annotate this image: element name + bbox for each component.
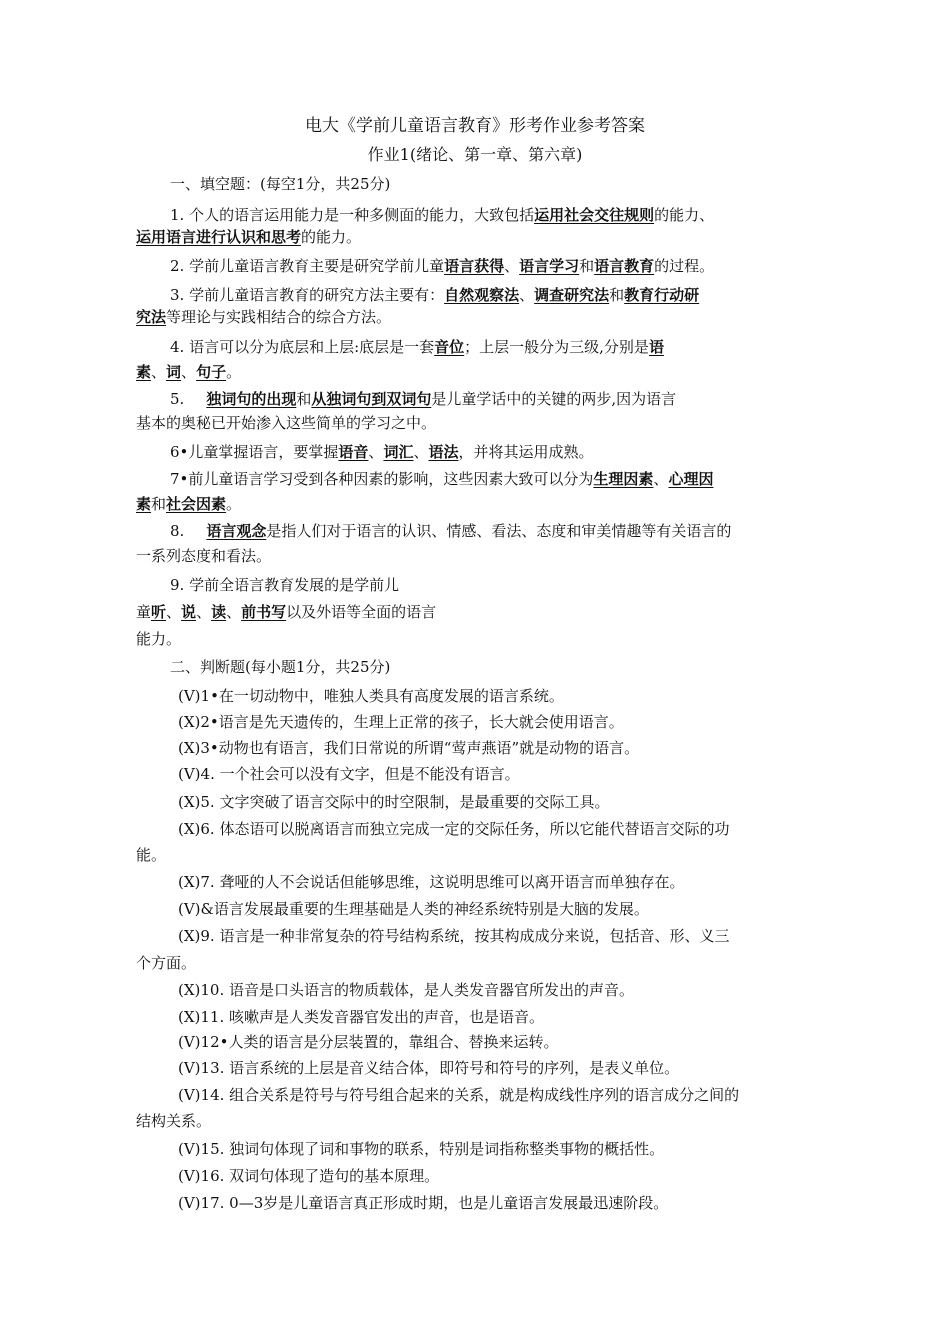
question-text: 、: [226, 603, 242, 621]
answer: 从独词句到双词句: [311, 390, 432, 408]
question-number: 8.: [170, 522, 185, 540]
question-text: 的能力、: [654, 206, 715, 224]
question-3-line-2: [136, 307, 391, 327]
question-text: 。: [226, 363, 242, 381]
question-5-line-2: 基本的奥秘已开始渗入这些简单的学习之中。: [136, 414, 437, 432]
question-text: 、: [653, 470, 669, 488]
question-text: ，并将其运用成熟。: [458, 443, 594, 461]
question-text: 、: [166, 603, 182, 621]
judgement-item: (X)6. 体态语可以脱离语言而独立完成一定的交际任务，所以它能代替语言交际的功: [178, 820, 730, 838]
question-9-line-2: [136, 602, 436, 622]
judgement-item: (V)15. 独词句体现了词和事物的联系，特别是词指称整类事物的概括性。: [178, 1140, 665, 1158]
answer: 词汇: [383, 443, 414, 461]
question-text: 和: [609, 286, 625, 304]
question-text: 、: [368, 443, 384, 461]
question-text: 、: [181, 363, 197, 381]
answer: 生理因素: [593, 470, 654, 488]
answer: 素: [136, 495, 152, 513]
question-text: 以及外语等全面的语言: [286, 603, 437, 621]
question-text: ；上层一般分为三级,分别是: [464, 338, 649, 356]
answer: 心理因: [668, 470, 714, 488]
judgement-item: (X)7. 聋哑的人不会说话但能够思维，这说明思维可以离开语言而单独存在。: [178, 873, 685, 891]
question-7-line-1: [170, 469, 713, 489]
answer: 语言学习: [519, 257, 580, 275]
question-7-line-2: [136, 494, 241, 514]
question-text: 和: [151, 495, 167, 513]
question-number: 5.: [170, 390, 185, 408]
question-4-line-1: [170, 337, 664, 357]
judgement-item: (V)16. 双词句体现了造句的基本原理。: [178, 1167, 440, 1185]
question-1-line-2: [136, 227, 361, 247]
question-text: 、: [519, 286, 535, 304]
judgement-item: (X)10. 语音是口头语言的物质载体，是人类发音器官所发出的声音。: [178, 981, 635, 999]
answer: 社会因素: [166, 495, 227, 513]
question-1-line-1: [170, 205, 714, 225]
question-text: 2. 学前儿童语言教育主要是研究学前儿童: [170, 257, 445, 275]
answer: 自然观察法: [444, 286, 520, 304]
question-text: 和: [296, 390, 312, 408]
answer: 语: [648, 338, 664, 356]
answer: 语法: [428, 443, 459, 461]
answer: 读: [211, 603, 227, 621]
judgement-item: (V)1•在一切动物中，唯独人类具有高度发展的语言系统。: [178, 687, 564, 705]
answer: 运用社会交往规则: [534, 206, 655, 224]
question-text: 、: [504, 257, 520, 275]
question-text: 是儿童学话中的关键的两步,因为语言: [431, 390, 677, 408]
question-text: 的能力。: [301, 228, 362, 246]
judgement-item: (X)3•动物也有语言，我们日常说的所谓“莺声燕语”就是动物的语言。: [178, 739, 640, 757]
question-text: 3. 学前儿童语言教育的研究方法主要有：: [170, 286, 445, 304]
answer: 语言观念: [206, 522, 267, 540]
answer: 语音: [338, 443, 369, 461]
section-heading-fill-in: 一、填空题：(每空1分，共25分): [170, 175, 391, 193]
question-9-line-3: 能力。: [136, 630, 182, 648]
question-text: 的过程。: [654, 257, 715, 275]
answer: 独词句的出现: [206, 390, 297, 408]
answer: 句子: [196, 363, 227, 381]
judgement-item: (V)17. 0—3岁是儿童语言真正形成时期，也是儿童语言发展最迅速阶段。: [178, 1194, 669, 1212]
answer: 素: [136, 363, 152, 381]
question-text: 。: [226, 495, 242, 513]
answer: 语言教育: [594, 257, 655, 275]
question-8-line-2: 一系列态度和看法。: [136, 547, 272, 565]
judgement-item: (V)14. 组合关系是符号与符号组合起来的关系，就是构成线性序列的语言成分之间的: [178, 1086, 740, 1104]
answer: 前书写: [241, 603, 287, 621]
document-subtitle: 作业1(绪论、第一章、第六章): [367, 145, 583, 164]
question-text: 6•儿童掌握语言，要掌握: [170, 443, 339, 461]
question-8-line-1: [170, 521, 731, 541]
answer: 听: [151, 603, 167, 621]
judgement-item: (V)4. 一个社会可以没有文字，但是不能没有语言。: [178, 765, 520, 783]
question-3-line-1: [170, 285, 699, 305]
question-text: 童: [136, 603, 152, 621]
judgement-item: (V)&语言发展最重要的生理基础是人类的神经系统特别是大脑的发展。: [178, 900, 649, 918]
answer: 说: [181, 603, 197, 621]
judgement-item-continued: 结构关系。: [136, 1112, 212, 1130]
judgement-item: (X)5. 文字突破了语言交际中的时空限制，是最重要的交际工具。: [178, 793, 610, 811]
question-text: 是指人们对于语言的认识、情感、看法、态度和审美情趣等有关语言的: [266, 522, 732, 540]
question-text: 、: [413, 443, 429, 461]
question-text: 、: [196, 603, 212, 621]
question-text: 1. 个人的语言运用能力是一种多侧面的能力，大致包括: [170, 206, 535, 224]
answer: 运用语言进行认识和思考: [136, 228, 302, 246]
question-2: [170, 256, 714, 276]
judgement-item: (V)12•人类的语言是分层装置的，靠组合、替换来运转。: [178, 1033, 559, 1051]
answer: 词: [166, 363, 182, 381]
question-9-line-1: 9. 学前全语言教育发展的是学前儿: [170, 576, 400, 594]
judgement-item: (X)2•语言是先天遗传的，生理上正常的孩子，长大就会使用语言。: [178, 713, 624, 731]
question-text: 4. 语言可以分为底层和上层:底层是一套: [170, 338, 435, 356]
answer: 音位: [434, 338, 465, 356]
judgement-item: (X)9. 语言是一种非常复杂的符号结构系统，按其构成成分来说，包括音、形、义三: [178, 927, 730, 945]
judgement-item-continued: 能。: [136, 846, 167, 864]
document-title: 电大《学前儿童语言教育》形考作业参考答案: [305, 116, 645, 136]
judgement-item: (V)13. 语言系统的上层是音义结合体，即符号和符号的序列，是表义单位。: [178, 1059, 680, 1077]
question-6: [170, 442, 594, 462]
question-text: 、: [151, 363, 167, 381]
answer: 语言获得: [444, 257, 505, 275]
question-text: 等理论与实践相结合的综合方法。: [166, 308, 392, 326]
question-4-line-2: [136, 362, 241, 382]
question-text: 7•前儿童语言学习受到各种因素的影响，这些因素大致可以分为: [170, 470, 594, 488]
judgement-item-continued: 个方面。: [136, 954, 197, 972]
section-heading-true-false: 二、判断题(每小题1分，共25分): [170, 658, 391, 676]
answer: 教育行动研: [624, 286, 700, 304]
question-text: 和: [579, 257, 595, 275]
answer: 究法: [136, 308, 167, 326]
question-5-line-1: [170, 389, 676, 409]
judgement-item: (X)11. 咳嗽声是人类发音器官发出的声音，也是语音。: [178, 1008, 545, 1026]
answer: 调查研究法: [534, 286, 610, 304]
